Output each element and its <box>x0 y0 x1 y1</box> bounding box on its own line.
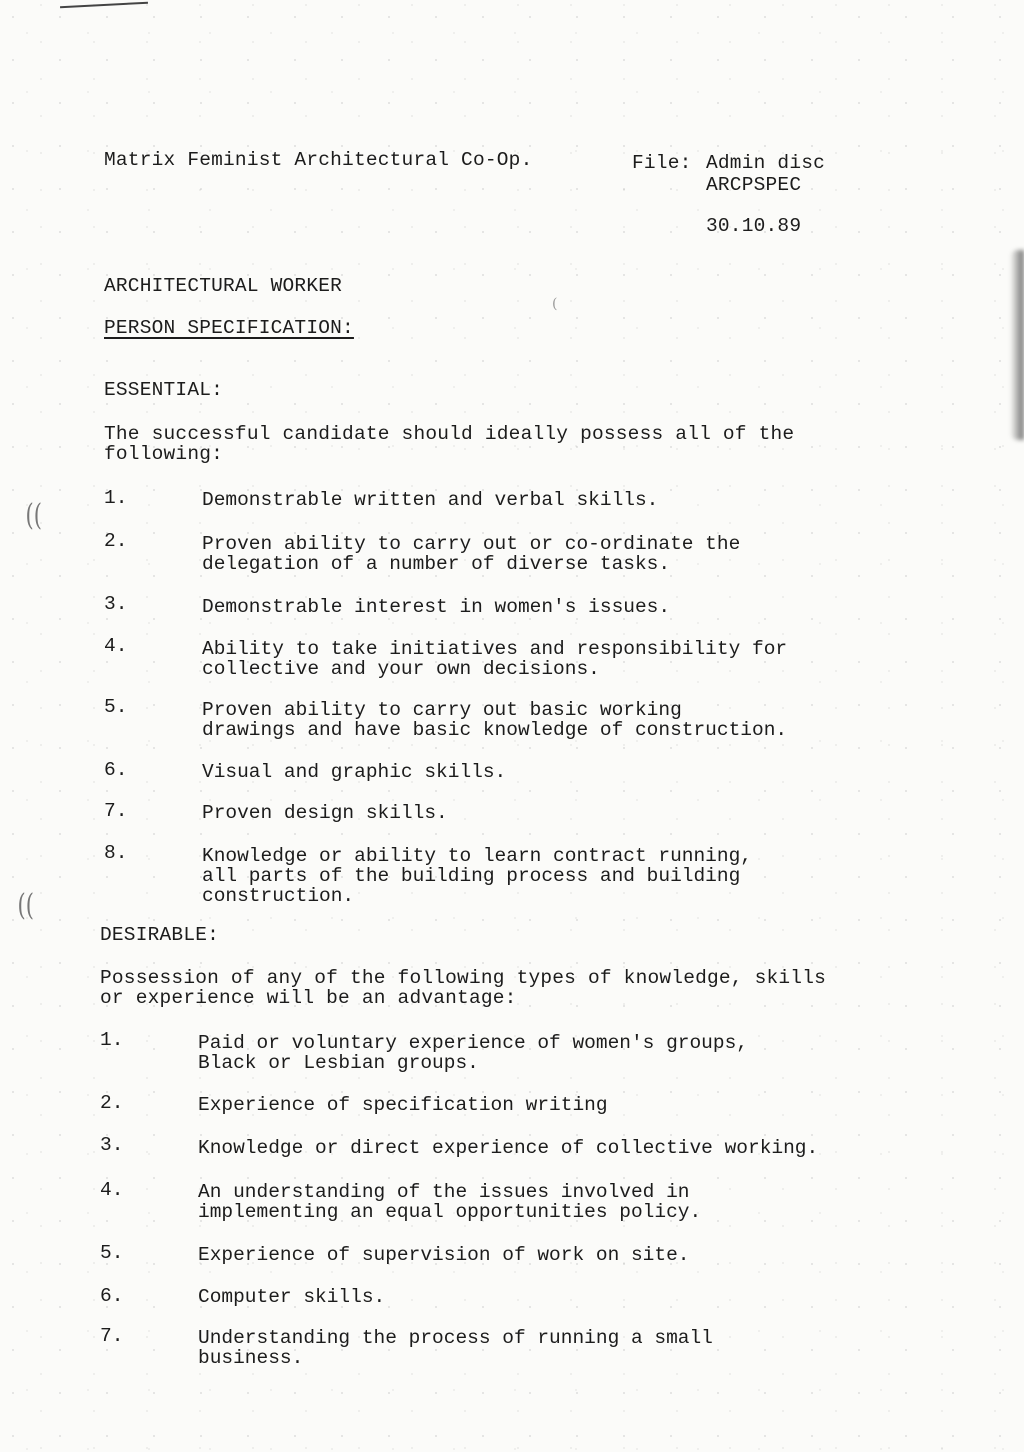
item-number: 6. <box>100 1285 124 1307</box>
item-text: Knowledge or ability to learn contract running, all parts of the building process and building construction. <box>202 845 752 907</box>
scan-edge-shadow <box>1010 250 1024 440</box>
item-number: 3. <box>104 593 128 615</box>
item-text: Demonstrable interest in women's issues. <box>202 596 671 618</box>
stray-mark: ( <box>552 296 558 312</box>
item-text: An understanding of the issues involved in implementing an equal opportunities policy. <box>198 1181 702 1223</box>
item-text: Paid or voluntary experience of women's groups, Black or Lesbian groups. <box>198 1032 748 1074</box>
file-label: File: <box>632 152 692 174</box>
item-number: 7. <box>100 1325 124 1347</box>
organization-name: Matrix Feminist Architectural Co-Op. <box>104 149 533 171</box>
item-number: 2. <box>104 530 128 552</box>
item-text: Proven ability to carry out or co-ordinate the delegation of a number of diverse tasks. <box>202 533 741 575</box>
item-text: Experience of specification writing <box>198 1094 608 1116</box>
document-subtitle: PERSON SPECIFICATION: <box>104 317 354 339</box>
item-text: Computer skills. <box>198 1286 386 1308</box>
file-location: Admin disc <box>706 152 826 174</box>
corner-pen-stroke <box>60 2 148 9</box>
item-number: 8. <box>104 842 128 864</box>
item-number: 5. <box>100 1242 124 1264</box>
essential-intro: The successful candidate should ideally possess all of the following: <box>104 423 795 465</box>
item-number: 2. <box>100 1092 124 1114</box>
margin-bracket-mark: (( <box>17 888 34 923</box>
item-text: Proven ability to carry out basic working drawings and have basic knowledge of construction. <box>202 699 788 741</box>
item-text: Understanding the process of running a small business. <box>198 1327 713 1369</box>
item-text: Ability to take initiatives and responsibility for collective and your own decisions. <box>202 638 788 680</box>
document-date: 30.10.89 <box>706 215 802 237</box>
item-number: 4. <box>104 635 128 657</box>
item-text: Experience of supervision of work on site. <box>198 1244 690 1266</box>
essential-heading: ESSENTIAL: <box>104 379 224 401</box>
item-number: 4. <box>100 1179 124 1201</box>
item-text: Demonstrable written and verbal skills. <box>202 489 659 511</box>
item-text: Proven design skills. <box>202 802 448 824</box>
desirable-intro: Possession of any of the following types of knowledge, skills or experience will be an advantage: <box>100 967 827 1009</box>
desirable-heading: DESIRABLE: <box>100 924 220 946</box>
document-title: ARCHITECTURAL WORKER <box>104 275 343 297</box>
item-number: 3. <box>100 1134 124 1156</box>
item-text: Knowledge or direct experience of collective working. <box>198 1137 819 1159</box>
file-name: ARCPSPEC <box>706 174 802 196</box>
item-text: Visual and graphic skills. <box>202 761 507 783</box>
margin-bracket-mark: (( <box>25 498 42 533</box>
item-number: 5. <box>104 696 128 718</box>
item-number: 6. <box>104 759 128 781</box>
item-number: 1. <box>100 1029 124 1051</box>
item-number: 1. <box>104 487 128 509</box>
item-number: 7. <box>104 800 128 822</box>
